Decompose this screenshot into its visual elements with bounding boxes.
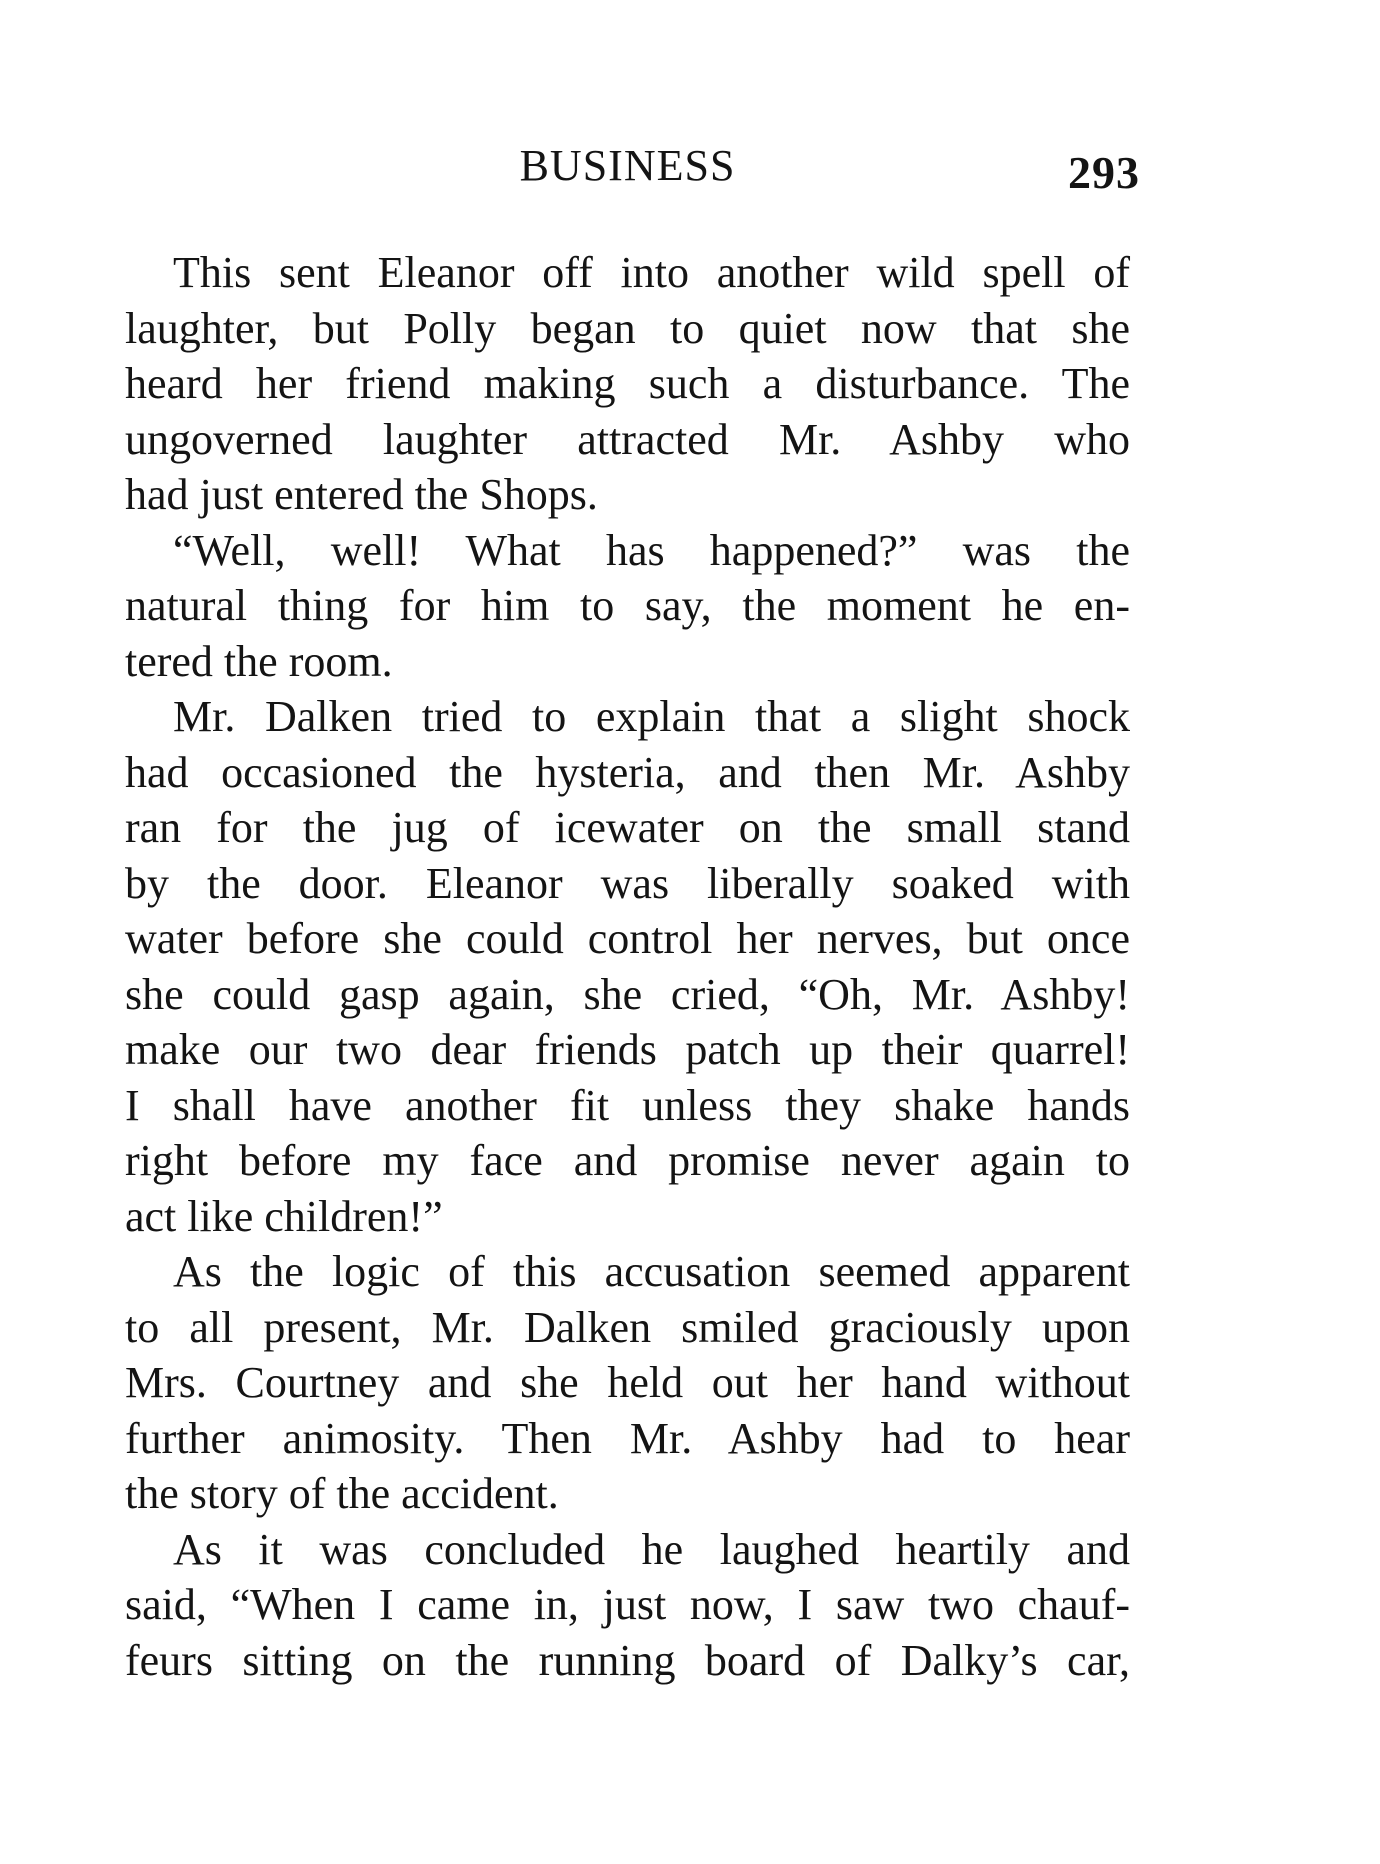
text-line: Mrs. Courtney and she held out her hand without [125,1358,1130,1407]
text-line: As it was concluded he laughed heartily and [173,1524,1130,1574]
text-line: “Well, well! What has happened?” was the [173,525,1130,575]
text-line: heard her friend making such a disturbance. The [125,359,1130,408]
text-line: the story of the accident. [125,1469,559,1518]
text-line: had occasioned the hysteria, and then Mr. Ashby [125,747,1130,797]
text-line: had just entered the Shops. [125,470,598,519]
text-line: laughter, but Polly began to quiet now that she [125,303,1130,353]
text-line: ungoverned laughter attracted Mr. Ashby who [125,414,1130,464]
text-line: further animosity. Then Mr. Ashby had to hear [125,1413,1130,1463]
text-line: right before my face and promise never again to [125,1136,1130,1185]
chapter-title: BUSINESS [519,141,736,190]
text-line: feurs sitting on the running board of Dalky’s car, [125,1635,1130,1685]
text-line: she could gasp again, she cried, “Oh, Mr. Ashby! [125,969,1130,1019]
text-line: ran for the jug of icewater on the small stand [125,803,1130,852]
text-line: make our two dear friends patch up their quarrel! [125,1025,1130,1074]
text-line: water before she could control her nerves, but once [125,914,1130,963]
text-line: natural thing for him to say, the moment he en- [125,581,1130,630]
text-line: As the logic of this accusation seemed apparent [173,1247,1130,1296]
running-head [125,140,1140,200]
page-number: 293 [1068,147,1140,198]
text-line: Mr. Dalken tried to explain that a slight shock [173,692,1130,741]
text-line: by the door. Eleanor was liberally soaked with [125,858,1130,908]
text-line: I shall have another fit unless they shake hands [125,1080,1130,1130]
text-line: said, “When I came in, just now, I saw two chauf- [125,1580,1130,1629]
text-line: to all present, Mr. Dalken smiled graciously upon [125,1302,1130,1352]
text-line: This sent Eleanor off into another wild spell of [173,248,1130,297]
text-line: tered the room. [125,636,393,686]
text-line: act like children!” [125,1191,443,1241]
body-text [125,245,1130,1688]
